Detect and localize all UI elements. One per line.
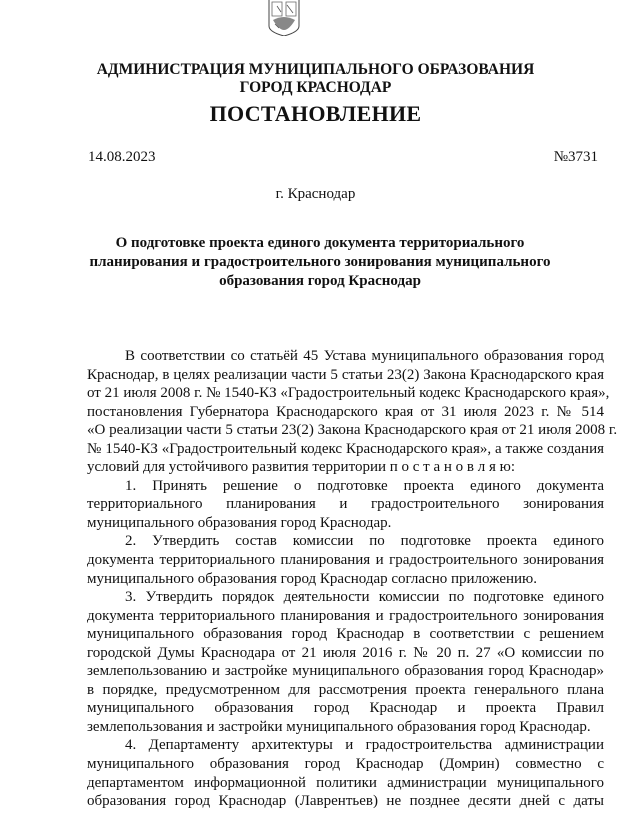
subject-line: планирования и градостроительного зонирования муниципального: [89, 254, 551, 270]
subject-line: О подготовке проекта единого документа территориального: [115, 235, 525, 251]
paragraph-line: № 1540-КЗ «Градостроительный кодекс Краснодарского края», а также создания: [87, 440, 604, 457]
paragraph-line: «О реализации части 5 статьи 23(2) Закона Краснодарского края от 21 июля 2008 г.: [87, 422, 618, 439]
organization-name-line-2: ГОРОД КРАСНОДАР: [239, 79, 392, 96]
document-date: 14.08.2023: [88, 149, 156, 165]
paragraph-line: 4. Департаменту архитектуры и градостроительства администрации: [125, 737, 604, 754]
paragraph: [87, 347, 618, 477]
document-body: [87, 347, 618, 811]
paragraph: [87, 588, 604, 736]
paragraph-line: документа территориального планирования и градостроительного зонирования: [87, 607, 604, 624]
paragraph: [87, 532, 604, 588]
document-number: №3731: [553, 149, 598, 165]
paragraph-line: в порядке, предусмотренном для рассмотрения проекта генерального плана: [87, 681, 604, 698]
paragraph-line: муниципального образования город Краснодар (Домрин) совместно с: [87, 756, 604, 773]
document-city: г. Краснодар: [275, 186, 356, 202]
paragraph-line: Краснодар, в целях реализации части 5 статьи 23(2) Закона Краснодарского края: [87, 366, 604, 383]
paragraph-line: департаментом информационной политики администрации муниципального: [87, 774, 604, 791]
coat-of-arms-emblem: [267, 0, 301, 36]
paragraph-line: образования город Краснодар (Лаврентьев) не позднее десяти дней с даты: [87, 793, 604, 810]
paragraph: [87, 477, 604, 533]
paragraph-line: условий для устойчивого развития территории п о с т а н о в л я ю:: [87, 459, 516, 476]
paragraph-line: 1. Принять решение о подготовке проекта единого документа: [125, 477, 604, 494]
paragraph-line: В соответствии со статьёй 45 Устава муниципального образования город: [125, 348, 604, 364]
paragraph-line: муниципального образования город Краснодар в соответствии с решением: [87, 626, 604, 643]
paragraph-line: муниципального образования город Краснодар.: [87, 514, 392, 531]
paragraph-line: городской Думы Краснодара от 21 июля 2016 г. № 20 п. 27 «О комиссии по: [87, 644, 604, 661]
paragraph-line: землепользования и застройки муниципального образования город Краснодар.: [87, 718, 591, 735]
subject-line: образования город Краснодар: [219, 273, 421, 289]
paragraph-line: территориального планирования и градостроительного зонирования: [87, 496, 604, 513]
paragraph-line: 3. Утвердить порядок деятельности комиссии по подготовке единого: [125, 589, 604, 606]
organization-name-line-1: АДМИНИСТРАЦИЯ МУНИЦИПАЛЬНОГО ОБРАЗОВАНИЯ: [96, 61, 535, 78]
document-subject: [80, 234, 560, 291]
document-type-title: ПОСТАНОВЛЕНИЕ: [209, 101, 422, 126]
paragraph-line: землепользованию и застройке муниципального образования город Краснодар»: [87, 663, 604, 680]
paragraph: [87, 736, 604, 810]
paragraph-line: от 21 июля 2008 г. № 1540-КЗ «Градостроительный кодекс Краснодарского края»,: [87, 385, 610, 402]
paragraph-line: документа территориального планирования и градостроительного зонирования: [87, 552, 604, 569]
paragraph-line: 2. Утвердить состав комиссии по подготовке проекта единого: [125, 533, 604, 550]
paragraph-line: муниципального образования город Краснодар и проекта Правил: [87, 700, 604, 717]
paragraph-line: постановления Губернатора Краснодарского края от 31 июля 2023 г. № 514: [87, 403, 604, 420]
paragraph-line: муниципального образования город Краснодар согласно приложению.: [87, 570, 537, 587]
